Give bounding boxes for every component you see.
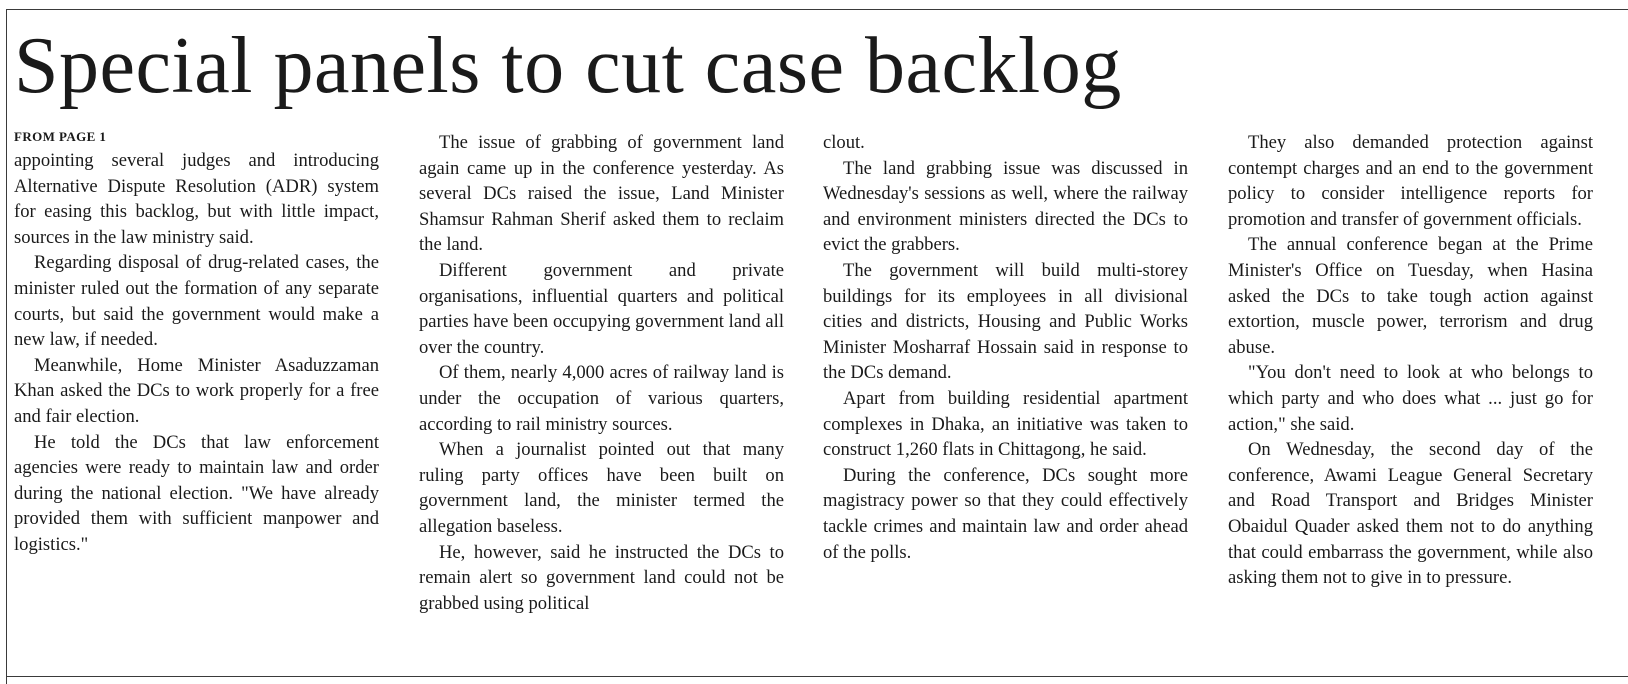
continuation-kicker: FROM PAGE 1 [14, 129, 107, 144]
paragraph: During the conference, DCs sought more magistracy power so that they could effectively tackle crimes and maintain law and order ahead of the polls. [823, 464, 1188, 563]
paragraph: Different government and private organisations, influential quarters and political parties have been occupying government land all over the country. [419, 259, 784, 358]
left-border-rule [6, 9, 7, 684]
paragraph: He told the DCs that law enforcement agencies were ready to maintain law and order during the national election. "We have already provided them with sufficient manpower and logistics." [14, 431, 379, 555]
paragraph: The issue of grabbing of government land again came up in the conference yesterday. As several DCs raised the issue, Land Minister Shamsur Rahman Sherif asked them to reclaim the land. [419, 132, 784, 256]
paragraph: They also demanded protection against contempt charges and an end to the government policy to consider intelligence reports for promotion and transfer of government officials. [1228, 132, 1593, 230]
top-border-rule [6, 9, 1628, 10]
paragraph: The government will build multi-storey buildings for its employees in all divisional cities and districts, Housing and Public Works Minister Mosharraf Hossain said in response to the DCs demand. [823, 259, 1188, 384]
paragraph: He, however, said he instructed the DCs to remain alert so government land could not be grabbed using political [419, 541, 784, 614]
article-column-2 [419, 130, 784, 616]
paragraph: On Wednesday, the second day of the conference, Awami League General Secretary and Road Transport and Bridges Minister Obaidul Quader asked them not to do anything that could embarrass the government, while also asking them not to give in to pressure. [1228, 439, 1593, 589]
paragraph: "You don't need to look at who belongs to which party and who does what ... just go for action," she said. [1228, 362, 1593, 435]
article-headline: Special panels to cut case backlog [14, 22, 1122, 110]
article-column-1 [14, 130, 379, 558]
paragraph: The land grabbing issue was discussed in Wednesday's sessions as well, where the railway and environment ministers directed the DCs to evict the grabbers. [823, 157, 1188, 256]
article-column-4 [1228, 130, 1593, 591]
paragraph: The annual conference began at the Prime Minister's Office on Tuesday, when Hasina asked the DCs to take tough action against extortion, muscle power, terrorism and drug abuse. [1228, 234, 1593, 358]
paragraph: When a journalist pointed out that many ruling party offices have been built on government land, the minister termed the allegation baseless. [419, 439, 784, 537]
article-column-3 [823, 130, 1188, 565]
bottom-border-rule [6, 676, 1628, 677]
paragraph: Of them, nearly 4,000 acres of railway land is under the occupation of various quarters, according to rail ministry sources. [419, 362, 784, 435]
paragraph: appointing several judges and introducing Alternative Dispute Resolution (ADR) system for easing this backlog, but with little impact, sources in the law ministry said. [14, 150, 379, 248]
paragraph: clout. [823, 132, 865, 153]
paragraph: Apart from building residential apartment complexes in Dhaka, an initiative was taken to construct 1,260 flats in Chittagong, he said. [823, 387, 1188, 461]
paragraph: Regarding disposal of drug-related cases, the minister ruled out the formation of any separate courts, but said the government would make a new law, if needed. [14, 252, 379, 351]
paragraph: Meanwhile, Home Minister Asaduzzaman Khan asked the DCs to work properly for a free and fair election. [14, 354, 379, 427]
